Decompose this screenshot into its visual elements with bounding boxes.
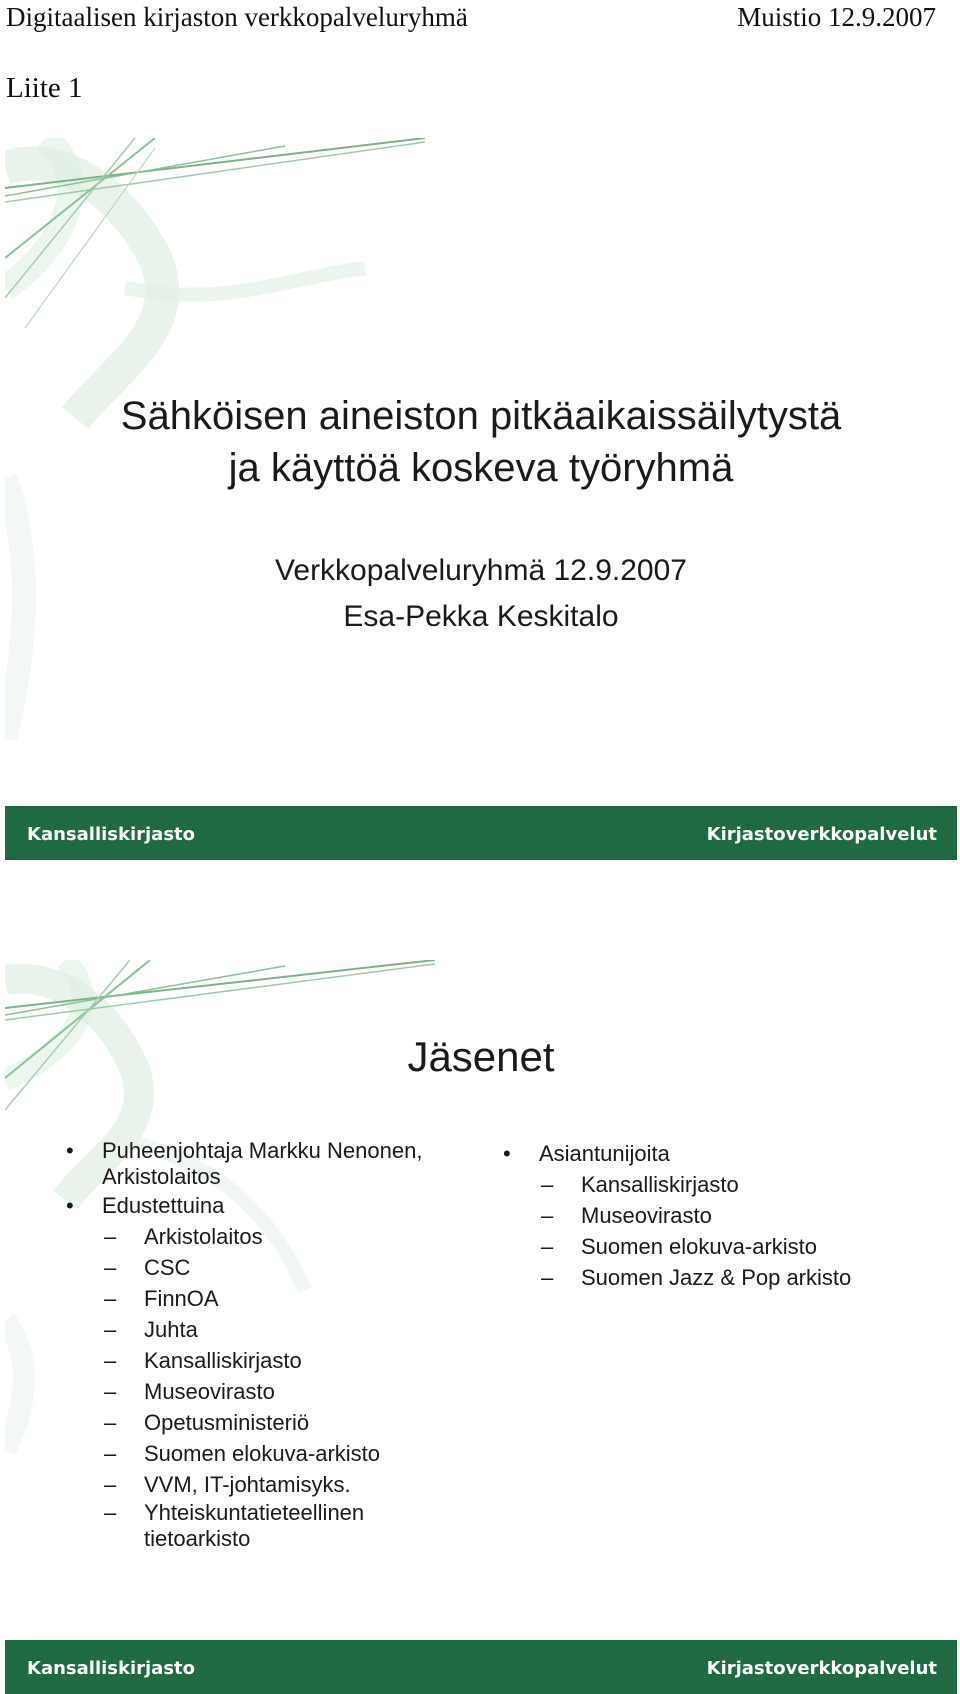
list-item bbox=[60, 1469, 480, 1500]
slide-title-text: Jäsenet bbox=[407, 1033, 555, 1080]
member-name: VVM, IT-johtamisyks. bbox=[144, 1472, 351, 1497]
list-item bbox=[60, 1345, 480, 1376]
list-item-chair bbox=[60, 1138, 480, 1190]
bullet-icon: • bbox=[503, 1141, 511, 1166]
expert-name: Museovirasto bbox=[581, 1203, 712, 1228]
slide-members bbox=[5, 960, 957, 1694]
dash-icon: – bbox=[104, 1317, 117, 1342]
bullet-icon: • bbox=[66, 1193, 74, 1218]
list-item bbox=[60, 1221, 480, 1252]
title-line-1: Sähköisen aineiston pitkäaikaissäilytystä bbox=[120, 394, 842, 438]
group-name: Digitaalisen kirjaston verkkopalveluryhmä bbox=[6, 2, 468, 32]
dash-icon: – bbox=[104, 1255, 117, 1280]
member-name: CSC bbox=[144, 1255, 191, 1280]
presentation-group-date: Verkkopalveluryhmä 12.9.2007 bbox=[275, 554, 687, 587]
member-name: Museovirasto bbox=[144, 1379, 275, 1404]
expert-name: Kansalliskirjasto bbox=[581, 1172, 739, 1197]
bullet-icon: • bbox=[66, 1138, 74, 1163]
expert-name: Suomen elokuva-arkisto bbox=[581, 1234, 818, 1259]
list-item bbox=[497, 1262, 937, 1293]
dash-icon: – bbox=[104, 1348, 117, 1373]
member-name: FinnOA bbox=[144, 1286, 219, 1311]
list-item bbox=[60, 1500, 480, 1552]
list-item-experts bbox=[497, 1138, 937, 1169]
title-line-2: ja käyttöä koskeva työryhmä bbox=[228, 446, 734, 490]
list-item bbox=[497, 1169, 937, 1200]
footer-logo-right: Kirjastoverkkopalvelut bbox=[706, 824, 937, 845]
dash-icon: – bbox=[104, 1500, 117, 1525]
member-name: Opetusministeriö bbox=[144, 1410, 310, 1435]
dash-icon: – bbox=[541, 1203, 554, 1228]
dash-icon: – bbox=[541, 1234, 554, 1259]
chair-line-1: Puheenjohtaja Markku Nenonen, bbox=[102, 1138, 423, 1163]
dash-icon: – bbox=[104, 1224, 117, 1249]
dash-icon: – bbox=[104, 1379, 117, 1404]
list-item bbox=[497, 1231, 937, 1262]
experts-right-column bbox=[497, 1138, 937, 1293]
list-item bbox=[60, 1376, 480, 1407]
footer-logo-left: Kansalliskirjasto bbox=[27, 824, 196, 845]
represented-label: Edustettuina bbox=[102, 1193, 225, 1218]
dash-icon: – bbox=[104, 1472, 117, 1497]
members-left-column bbox=[60, 1138, 480, 1552]
experts-label: Asiantunijoita bbox=[539, 1141, 670, 1166]
memo-date: Muistio 12.9.2007 bbox=[737, 2, 936, 32]
member-name: Juhta bbox=[144, 1317, 198, 1342]
list-item bbox=[60, 1252, 480, 1283]
list-item bbox=[60, 1407, 480, 1438]
member-name-line-1: Yhteiskuntatieteellinen bbox=[144, 1500, 365, 1525]
dash-icon: – bbox=[541, 1265, 554, 1290]
member-name-line-2: tietoarkisto bbox=[144, 1526, 251, 1551]
dash-icon: – bbox=[104, 1410, 117, 1435]
list-item bbox=[60, 1438, 480, 1469]
list-item bbox=[60, 1314, 480, 1345]
expert-name: Suomen Jazz & Pop arkisto bbox=[581, 1265, 852, 1290]
list-item bbox=[497, 1200, 937, 1231]
member-name: Kansalliskirjasto bbox=[144, 1348, 302, 1373]
presenter-name: Esa-Pekka Keskitalo bbox=[343, 600, 619, 633]
slide-footer bbox=[5, 1640, 957, 1694]
dash-icon: – bbox=[541, 1172, 554, 1197]
list-item bbox=[60, 1283, 480, 1314]
attachment-label: Liite 1 bbox=[6, 72, 83, 104]
document-header bbox=[6, 0, 936, 34]
dash-icon: – bbox=[104, 1441, 117, 1466]
dash-icon: – bbox=[104, 1286, 117, 1311]
list-item-represented bbox=[60, 1190, 480, 1221]
member-name: Suomen elokuva-arkisto bbox=[144, 1441, 381, 1466]
chair-line-2: Arkistolaitos bbox=[102, 1164, 221, 1189]
slide-title-text bbox=[5, 390, 957, 494]
member-name: Arkistolaitos bbox=[144, 1224, 263, 1249]
footer-logo-left: Kansalliskirjasto bbox=[27, 1658, 196, 1679]
slide-footer bbox=[5, 806, 957, 860]
slide-title bbox=[5, 138, 957, 860]
footer-logo-right: Kirjastoverkkopalvelut bbox=[706, 1658, 937, 1679]
